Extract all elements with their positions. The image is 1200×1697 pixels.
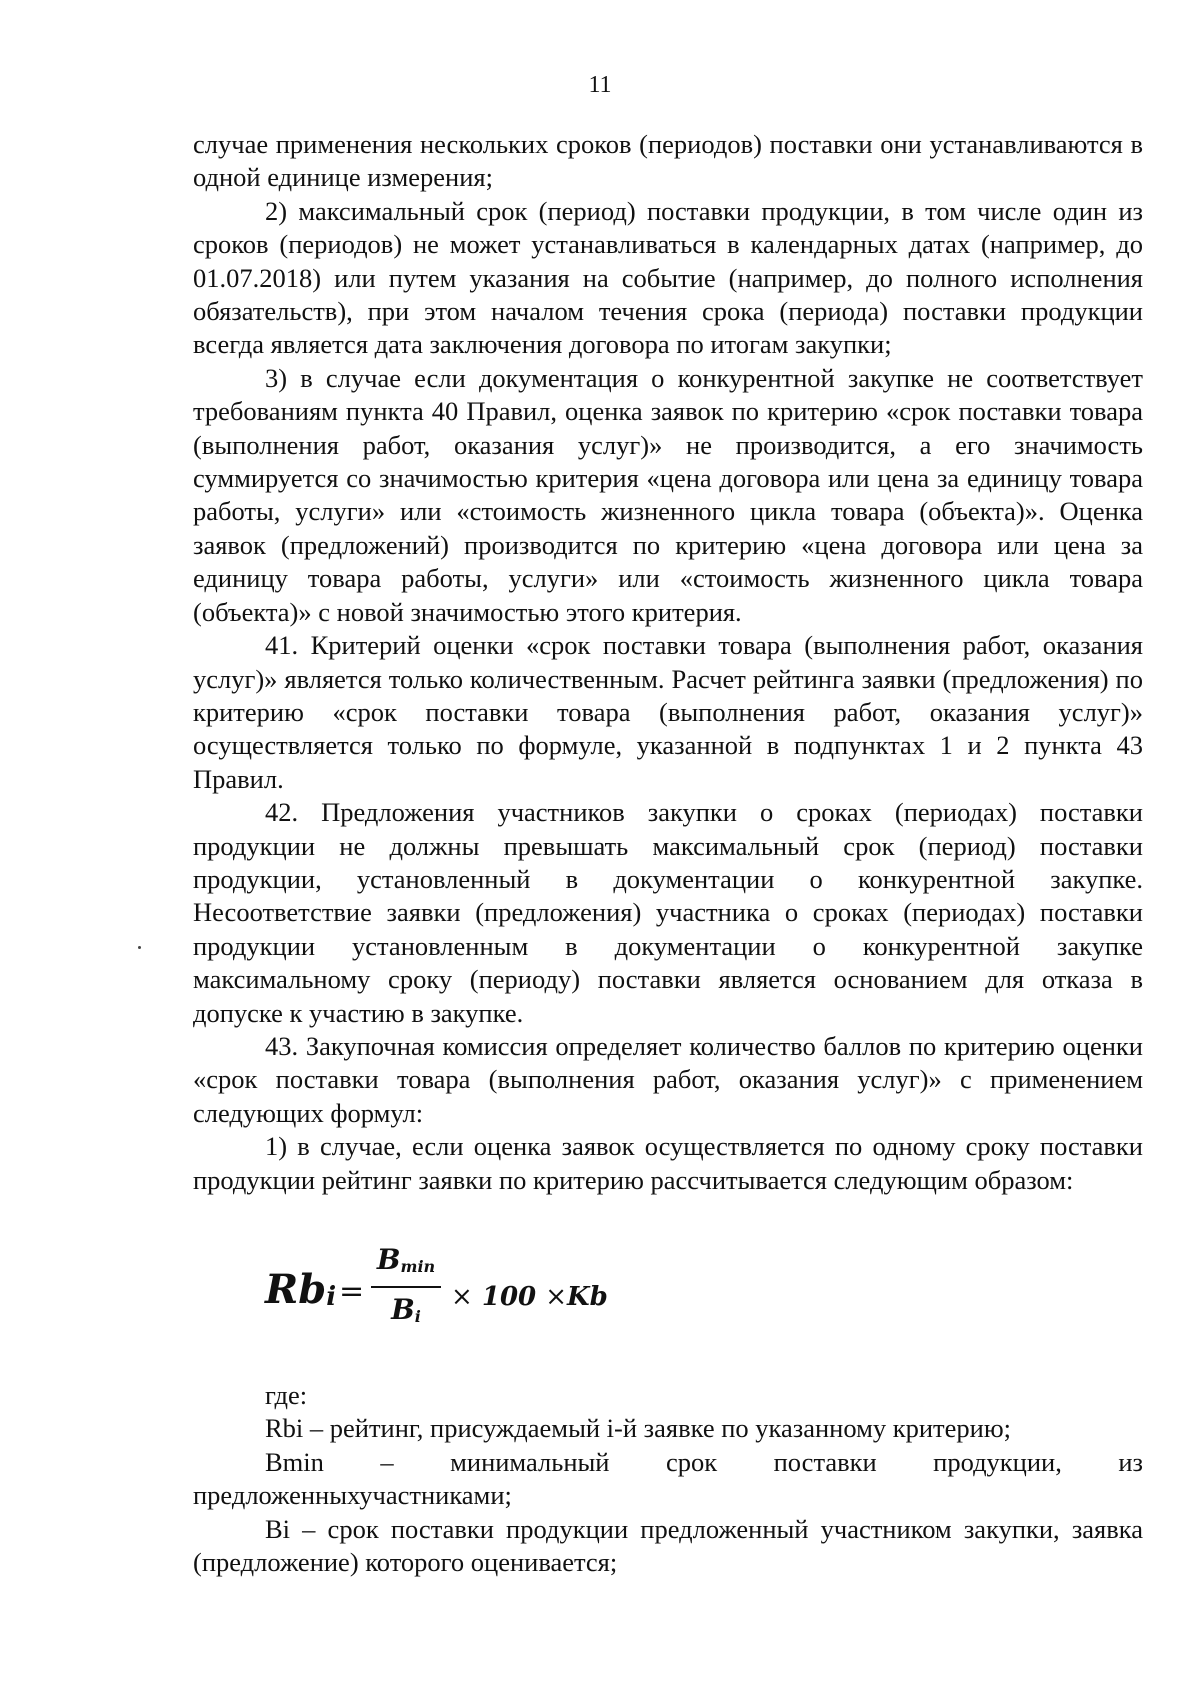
- where-label: где:: [265, 1380, 308, 1410]
- document-body: [193, 128, 1143, 1579]
- paragraph-41: 41. Критерий оценки «срок поставки товара (выполнения работ, оказания услуг)» является только количественным. Расчет рейтинга заявки (предложения) по критерию «срок поставки товара (выполнения работ, оказания услуг)» осуществляется только по формуле, указанной в подпунктах 1 и 2 пункта 43 Правил.: [193, 630, 1143, 794]
- paragraph-43-item-1: 1) в случае, если оценка заявок осуществляется по одному сроку поставки продукции рейтинг заявки по критерию рассчитывается следующим образом:: [193, 1131, 1143, 1195]
- definition-bmin: Bmin – минимальный срок поставки продукции, из предложенныхучастниками;: [193, 1446, 1143, 1511]
- paragraph-item-2: 2) максимальный срок (период) поставки продукции, в том числе один из сроков (периодов) не может устанавливаться в календарных датах (например, до 01.07.2018) или путем указания на событие (например, до полного исполнения обязательств), при этом началом течения срока (периода) поставки продукции всегда является дата заключения договора по итогам закупки;: [193, 195, 1143, 360]
- paragraph-43: 43. Закупочная комиссия определяет количество баллов по критерию оценки «срок поставки товара (выполнения работ, оказания услуг)» с применением следующих формул:: [193, 1030, 1143, 1128]
- formula-lhs: $Rb_i$: [265, 1266, 337, 1313]
- paragraph-continuation: случае применения нескольких сроков (периодов) поставки они устанавливаются в одной единице измерения;: [193, 129, 1143, 193]
- formula-denominator: $B_i$: [391, 1293, 421, 1326]
- rating-formula: [193, 1219, 1143, 1369]
- page-number: 11: [588, 72, 612, 98]
- paragraph-item-3: 3) в случае если документация о конкурентной закупке не соответствует требованиям пункта 40 Правил, оценка заявок по критерию «срок поставки товара (выполнения работ, оказания услуг)» не производится, а его значимость суммируется со значимостью критерия «цена договора или цена за единицу товара работы, услуги» или «стоимость жизненного цикла товара (объекта)». Оценка заявок (предложений) производится по критерию «цена договора или цена за единицу товара работы, услуги» или «стоимость жизненного цикла товара (объекта)» с новой значимостью этого критерия.: [193, 362, 1143, 627]
- scan-speck: [138, 946, 141, 949]
- formula-numerator: $B_{min}$: [371, 1241, 441, 1288]
- paragraph-42: 42. Предложения участников закупки о сроках (периодах) поставки продукции не должны превышать максимальный срок (период) поставки продукции, установленный в документации о конкурентной закупке. Несоответствие заявки (предложения) участника о сроках (периодах) поставки продукции установленным в документации о конкурентной закупке максимальному сроку (периоду) поставки является основанием для отказа в допуске к участию в закупке.: [193, 797, 1143, 1028]
- definition-bi: Bi – срок поставки продукции предложенный участником закупки, заявка (предложение) которого оценивается;: [193, 1513, 1143, 1578]
- formula-equals: =: [339, 1274, 365, 1309]
- formula-fraction: [371, 1241, 441, 1339]
- definition-rbi: Rbi – рейтинг, присуждаемый i-й заявке по указанному критерию;: [265, 1413, 1011, 1444]
- formula-multipliers: × 100 ×Kb: [451, 1282, 608, 1312]
